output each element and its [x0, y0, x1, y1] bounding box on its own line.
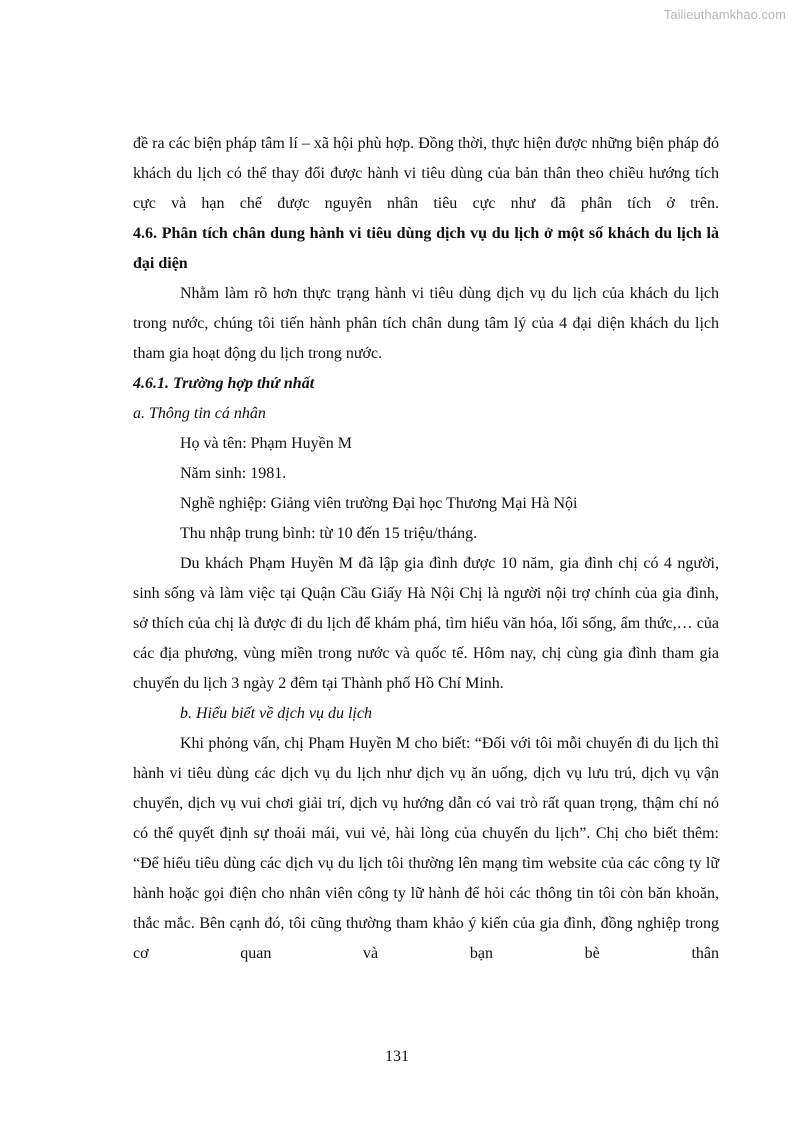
- section-heading-4-6: 4.6. Phân tích chân dung hành vi tiêu dùng dịch vụ du lịch ở một số khách du lịch là đại diện: [133, 225, 719, 272]
- paragraph-interview: Khi phỏng vấn, chị Phạm Huyền M cho biết: “Đối với tôi mỗi chuyến đi du lịch thì hành vi tiêu dùng các dịch vụ du lịch như dịch vụ ăn uống, dịch vụ lưu trú, dịch vụ vận chuyển, dịch vụ vui chơi giải trí, dịch vụ hướng dẫn có vai trò rất quan trọng, thậm chí nó có thể quyết định sự thoải mái, vui vẻ, hài lòng của chuyến du lịch”. Chị cho biết thêm: “Để hiểu tiêu dùng các dịch vụ du lịch tôi thường lên mạng tìm website của các công ty lữ hành hoặc gọi điện cho nhân viên công ty lữ hành để hỏi các thông tin tôi còn băn khoăn, thắc mắc. Bên cạnh đó, tôi cũng thường tham khảo ý kiến của gia đình, đồng nghiệp trong cơ quan và bạn bè thân: [133, 735, 719, 962]
- watermark: Tailieuthamkhao.com: [663, 7, 786, 22]
- info-income: Thu nhập trung bình: từ 10 đến 15 triệu/tháng.: [180, 525, 478, 542]
- heading-tourism-knowledge: b. Hiểu biết về dịch vụ du lịch: [180, 705, 372, 722]
- heading-personal-info: a. Thông tin cá nhân: [133, 405, 266, 422]
- paragraph-intro: đề ra các biện pháp tâm lí – xã hội phù hợp. Đồng thời, thực hiện được những biện pháp đó khách du lịch có thể thay đổi được hành vi tiêu dùng của bản thân theo chiều hướng tích cực và hạn chế được nguyên nhân tiêu cực như đã phân tích ở trên.: [133, 135, 719, 212]
- subsection-heading-4-6-1: 4.6.1. Trường hợp thứ nhất: [133, 375, 315, 392]
- paragraph-background: Du khách Phạm Huyền M đã lập gia đình được 10 năm, gia đình chị có 4 người, sinh sống và làm việc tại Quận Cầu Giấy Hà Nội Chị là người nội trợ chính của gia đình, sở thích của chị là được đi du lịch để khám phá, tìm hiểu văn hóa, lối sống, ẩm thức,… của các địa phương, vùng miền trong nước và quốc tế. Hôm nay, chị cùng gia đình tham gia chuyến du lịch 3 ngày 2 đêm tại Thành phố Hồ Chí Minh.: [133, 555, 719, 692]
- info-occupation: Nghề nghiệp: Giảng viên trường Đại học Thương Mại Hà Nội: [180, 495, 578, 512]
- document-body: [133, 129, 719, 969]
- info-name: Họ và tên: Phạm Huyền M: [180, 435, 352, 452]
- paragraph-purpose: Nhằm làm rõ hơn thực trạng hành vi tiêu dùng dịch vụ du lịch của khách du lịch trong nước, chúng tôi tiến hành phân tích chân dung tâm lý của 4 đại diện khách du lịch tham gia hoạt động du lịch trong nước.: [133, 285, 719, 362]
- info-birth-year: Năm sinh: 1981.: [180, 465, 287, 482]
- page-number: 131: [385, 1048, 409, 1065]
